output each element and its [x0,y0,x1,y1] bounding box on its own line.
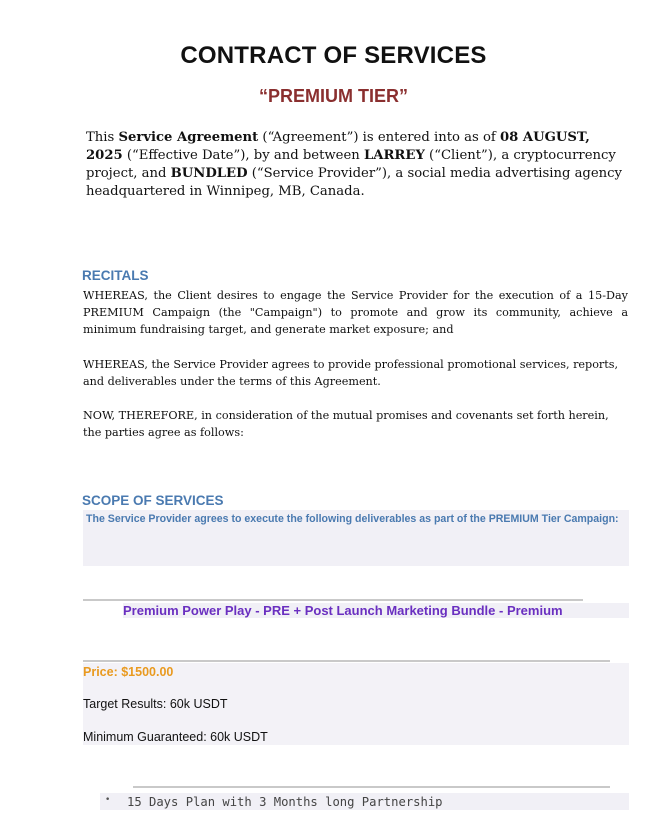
recitals-p2-line1: WHEREAS, the Service Provider agrees to provide professional promotional services, reports, [83,358,619,371]
plan-list-item: 15 Days Plan with 3 Months long Partnership [127,795,443,809]
intro-bold-date: 08 AUGUST, 2025 [86,130,590,163]
recitals-paragraph-3 [83,407,628,441]
recitals-paragraph-1: WHEREAS, the Client desires to engage the Service Provider for the execution of a 15-Day PREMIUM Campaign (the "Campaign") to promote and grow its community, achieve a minimum fundraising target, and generate market exposure; and [83,289,628,336]
recitals-paragraph-2 [83,356,628,390]
intro-text-3: (“Effective Date”), by and between [122,148,364,163]
intro-bold-agreement: Service Agreement [118,130,259,145]
price-label: Price: $1500.00 [83,665,174,679]
intro-text-1: This [86,130,119,145]
intro-text-2: (“Agreement”) is entered into as of [258,130,500,145]
intro-text-4: (“Client”), a cryptocurrency project, and [86,148,616,181]
document-subtitle: “PREMIUM TIER” [258,86,408,106]
scope-text: The Service Provider agrees to execute the following deliverables as part of the PREMIUM Tier Campaign: [86,513,619,525]
document-title: CONTRACT OF SERVICES [180,42,487,69]
bundle-title: Premium Power Play - PRE + Post Launch Marketing Bundle - Premium [123,603,563,618]
scope-heading: SCOPE OF SERVICES [82,493,224,508]
bullet-icon: • [105,795,111,805]
intro-bold-provider: BUNDLED [170,166,248,181]
divider-3 [133,786,610,788]
recitals-heading: RECITALS [82,268,149,283]
divider-1 [83,599,583,601]
intro-paragraph [86,129,626,201]
intro-text-5: (“Service Provider”), a social media advertising agency headquartered in Winnipeg, MB, Canada. [86,166,623,199]
recitals-p3-line2: the parties agree as follows: [83,426,244,439]
intro-bold-client: LARREY [363,148,425,163]
minimum-guaranteed: Minimum Guaranteed: 60k USDT [83,730,268,744]
target-results: Target Results: 60k USDT [83,697,228,711]
divider-2 [83,660,610,662]
recitals-p3-line1: NOW, THEREFORE, in consideration of the mutual promises and covenants set forth herein, [83,409,609,422]
recitals-p2-line2: and deliverables under the terms of this Agreement. [83,375,381,388]
